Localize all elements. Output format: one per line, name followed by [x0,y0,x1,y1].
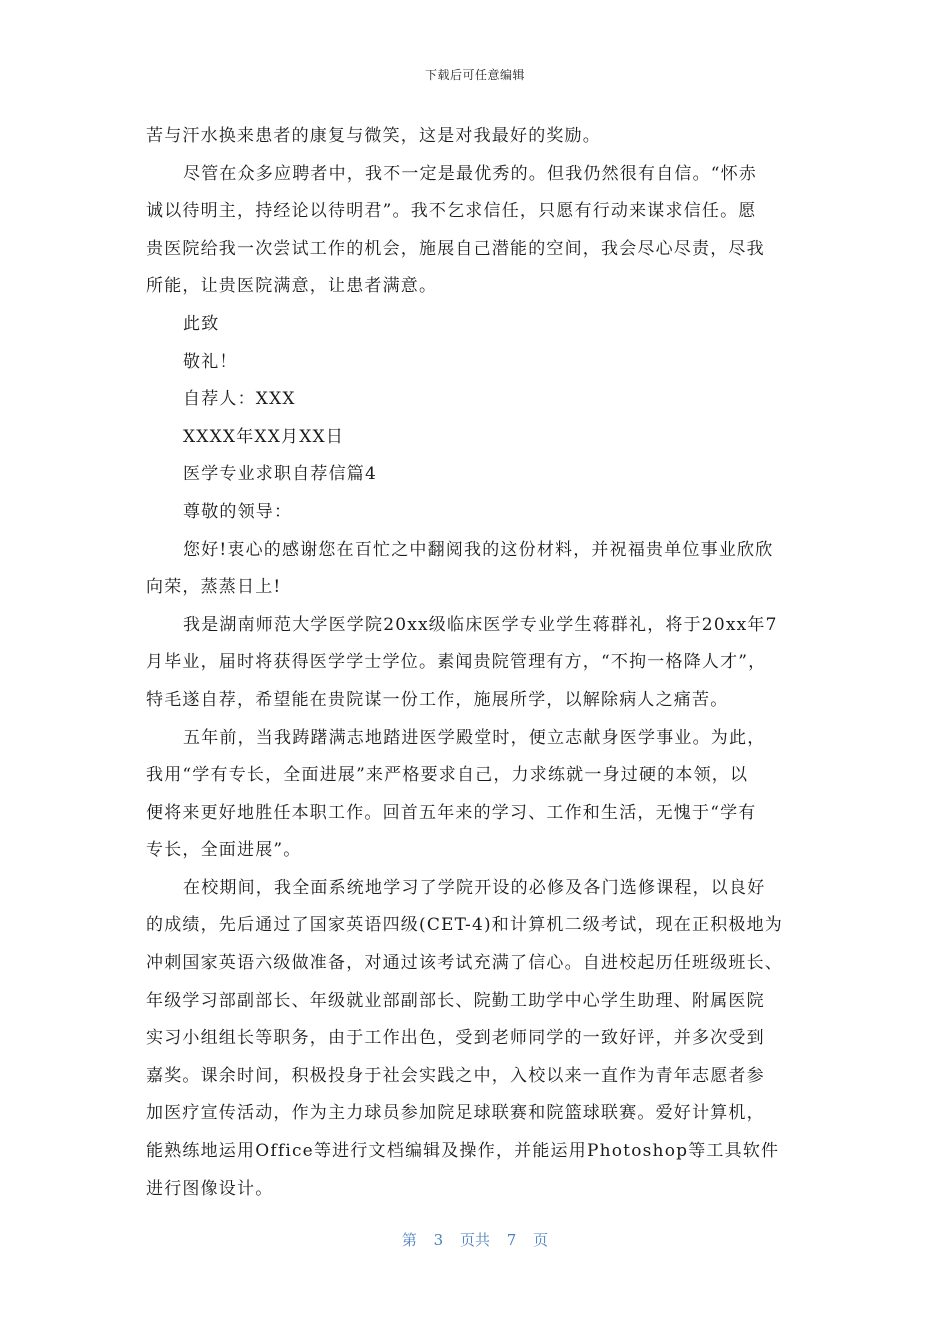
text-line: 进行图像设计。 [146,1178,274,1199]
text-line: 加医疗宣传活动，作为主力球员参加院足球联赛和院篮球联赛。爱好计算机， [146,1103,765,1124]
text-line: 嘉奖。课余时间，积极投身于社会实践之中，入校以来一直作为青年志愿者参 [146,1065,765,1086]
page-header: 下载后可任意编辑 [424,68,525,82]
text-line: 向荣，蒸蒸日上! [146,577,282,598]
text-line: 能熟练地运用Office等进行文档编辑及操作，并能运用Photoshop等工具软件 [146,1141,780,1162]
current-page-number: 3 [433,1231,444,1249]
closing-salutation: 此致 [183,313,220,334]
text-line: 特毛遂自荐，希望能在贵院谋一份工作，施展所学，以解除病人之痛苦。 [146,689,729,710]
signature-line: 自荐人：XXX [183,389,296,410]
footer-suffix: 页 [533,1231,549,1249]
text-line: 的成绩，先后通过了国家英语四级(CET-4)和计算机二级考试，现在正积极地为 [146,915,783,936]
text-line: 我用“学有专长，全面进展”来严格要求自己，力求练就一身过硬的本领，以 [146,765,749,786]
text-line: 年级学习部副部长、年级就业部副部长、院勤工助学中心学生助理、附属医院 [146,990,765,1011]
text-line: 苦与汗水换来患者的康复与微笑，这是对我最好的奖励。 [146,126,601,146]
closing-regards: 敬礼！ [183,351,238,372]
section-title: 医学专业求职自荐信篇4 [183,464,378,485]
footer-middle: 页共 [459,1231,490,1249]
page-footer [0,1229,950,1250]
text-line: 专长，全面进展”。 [146,840,302,861]
text-line: 在校期间，我全面系统地学习了学院开设的必修及各门选修课程，以良好 [183,877,766,898]
text-line: 诚以待明主，持经论以待明君”。我不乞求信任，只愿有行动来谋求信任。愿 [146,201,757,222]
text-line: 月毕业，届时将获得医学学士学位。素闻贵院管理有方，“不拘一格降人才”， [146,652,767,673]
text-line: 我是湖南师范大学医学院20xx级临床医学专业学生蒋群礼，将于20xx年7 [183,614,778,635]
document-body [146,118,814,1208]
footer-prefix: 第 [401,1231,417,1249]
total-pages-number: 7 [506,1231,517,1249]
text-line: 实习小组组长等职务，由于工作出色，受到老师同学的一致好评，并多次受到 [146,1028,765,1049]
date-line: XXXX年XX月XX日 [183,426,345,447]
text-line: 您好!衷心的感谢您在百忙之中翻阅我的这份材料，并祝福贵单位事业欣欣 [183,539,774,560]
text-line: 便将来更好地胜任本职工作。回首五年来的学习、工作和生活，无愧于“学有 [146,802,757,823]
text-line: 尽管在众多应聘者中，我不一定是最优秀的。但我仍然很有自信。“怀赤 [183,163,758,184]
text-line: 所能，让贵医院满意，让患者满意。 [146,276,438,297]
text-line: 冲刺国家英语六级做准备，对通过该考试充满了信心。自进校起历任班级班长、 [146,953,783,974]
text-line: 贵医院给我一次尝试工作的机会，施展自己潜能的空间，我会尽心尽责，尽我 [146,238,765,259]
greeting-line: 尊敬的领导： [183,501,293,522]
text-line: 五年前，当我踌躇满志地踏进医学殿堂时，便立志献身医学事业。为此， [183,727,766,748]
